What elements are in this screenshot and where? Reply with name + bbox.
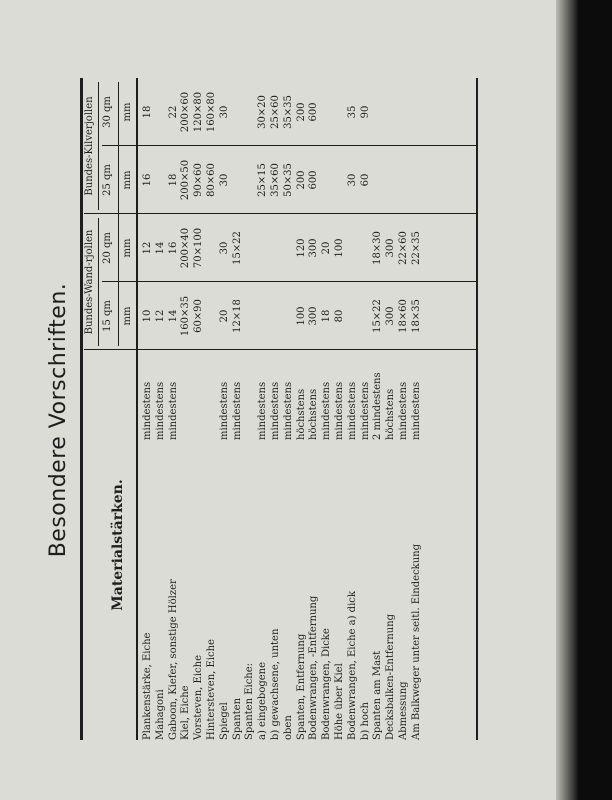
row-qualifier: mindestens xyxy=(410,381,422,440)
table-row xyxy=(347,78,360,740)
value-cell: 10 xyxy=(142,309,153,323)
unit-rule xyxy=(136,78,138,740)
row-qualifier: mindestens xyxy=(218,381,230,440)
page-edge-shadow xyxy=(556,0,578,800)
row-qualifier: höchstens xyxy=(295,388,307,440)
value-cell: 18 xyxy=(167,173,179,187)
row-label: Spanten am Mast xyxy=(372,650,384,740)
value-cell: 35×60 xyxy=(269,163,281,197)
row-qualifier: höchstens xyxy=(308,388,320,440)
row-label: Hintersteven, Eiche xyxy=(205,639,217,740)
value-cell: 18×60 xyxy=(397,299,409,333)
value-cell: 200×60 xyxy=(180,91,192,133)
group-header-kielverjollen: Bundes-Kilverjollen xyxy=(84,96,95,196)
table-row xyxy=(232,78,245,740)
value-cell: 80×60 xyxy=(205,163,217,197)
value-cell: 15×22 xyxy=(231,231,243,265)
value-cell: 60×90 xyxy=(193,299,205,333)
col-header-20qm: 20 qm xyxy=(102,232,113,264)
col-header-25qm: 25 qm xyxy=(102,164,113,196)
value-cell: 22 xyxy=(167,105,179,119)
row-label: Gaboon, Kiefer, sonstige Hölzer xyxy=(167,579,179,740)
value-cell: 300 xyxy=(308,306,320,326)
value-cell: 300 xyxy=(385,306,397,326)
value-cell: 200×40 xyxy=(180,227,192,269)
table-row xyxy=(219,78,232,740)
row-label: Vorsteven, Eiche xyxy=(193,655,205,740)
row-qualifier: mindestens xyxy=(257,381,269,440)
row-qualifier: mindestens xyxy=(231,381,243,440)
row-label: Bodenwrangen, -Entfernung xyxy=(308,595,320,740)
value-cell: 14 xyxy=(154,241,166,255)
value-cell: 100 xyxy=(295,306,307,326)
top-rule xyxy=(80,78,83,740)
table-row xyxy=(334,78,347,740)
row-label: Decksbalken-Entfernung xyxy=(385,614,397,740)
bottom-rule xyxy=(476,78,478,740)
row-qualifier: mindestens xyxy=(321,381,333,440)
table-row xyxy=(257,78,270,740)
value-cell: 70×100 xyxy=(193,227,205,269)
header-rule xyxy=(118,82,119,346)
value-cell: 30 xyxy=(218,173,230,187)
row-label: Spiegel xyxy=(218,702,230,740)
row-qualifier: mindestens xyxy=(269,381,281,440)
value-cell: 25×60 xyxy=(269,95,281,129)
table-row xyxy=(270,78,283,740)
col-header-30qm: 30 qm xyxy=(102,96,113,128)
value-cell: 300 xyxy=(308,238,320,258)
table-row xyxy=(360,78,373,740)
group-rule-2 xyxy=(98,82,99,210)
col-header-15qm: 15 qm xyxy=(102,300,113,332)
row-qualifier: mindestens xyxy=(282,381,294,440)
value-cell: 80 xyxy=(333,309,345,323)
row-label: b) gewachsene, unten xyxy=(269,628,281,740)
value-cell: 30 xyxy=(218,241,230,255)
row-label: a) eingebogene xyxy=(257,661,269,740)
value-cell: 16 xyxy=(142,173,153,187)
value-cell: 600 xyxy=(308,102,320,122)
value-cell: 200 xyxy=(295,170,307,190)
value-cell: 12 xyxy=(142,241,153,255)
row-qualifier: 2 mindestens xyxy=(372,372,384,440)
value-cell: 30 xyxy=(218,105,230,119)
value-cell: 14 xyxy=(167,309,179,323)
table-row xyxy=(308,78,321,740)
value-cell: 30 xyxy=(346,173,358,187)
value-cell: 18×35 xyxy=(410,299,422,333)
value-cell: 12 xyxy=(154,309,166,323)
value-cell: 20 xyxy=(321,241,333,255)
row-qualifier: mindestens xyxy=(142,381,153,440)
value-cell: 160×80 xyxy=(205,91,217,133)
table-row xyxy=(283,78,296,740)
table-row xyxy=(372,78,385,740)
group-header-wandrjollen: Bundes-Wand-rjollen xyxy=(84,229,95,335)
value-cell: 160×35 xyxy=(180,295,192,337)
value-cell: 12×18 xyxy=(231,299,243,333)
value-cell: 25×15 xyxy=(257,163,269,197)
table-row xyxy=(206,78,219,740)
row-label: Spanten, Entfernung xyxy=(295,633,307,740)
row-qualifier: mindestens xyxy=(167,381,179,440)
value-cell: 30×20 xyxy=(257,95,269,129)
row-label: Abmessung xyxy=(397,681,409,740)
row-label: Spanten xyxy=(231,697,243,740)
table-row xyxy=(193,78,206,740)
page-title: Besondere Vorschriften. xyxy=(46,282,71,558)
material-table xyxy=(142,78,424,740)
table-row xyxy=(398,78,411,740)
unit-15qm: mm xyxy=(122,306,133,326)
value-cell: 20 xyxy=(218,309,230,323)
rotated-table-region xyxy=(46,70,496,770)
section-subtitle: Materialstärken. xyxy=(110,479,126,611)
table-row xyxy=(411,78,424,740)
value-cell: 35×35 xyxy=(282,95,294,129)
value-cell: 90 xyxy=(359,105,371,119)
value-cell: 22×35 xyxy=(410,231,422,265)
group-rule-1 xyxy=(98,218,99,346)
row-qualifier: höchstens xyxy=(385,388,397,440)
value-cell: 300 xyxy=(385,238,397,258)
table-row xyxy=(244,78,257,740)
value-cell: 18×30 xyxy=(372,231,384,265)
value-cell: 35 xyxy=(346,105,358,119)
row-label: Bodenwrangen, Eiche a) dick xyxy=(346,591,358,740)
value-cell: 18 xyxy=(142,105,153,119)
value-cell: 50×35 xyxy=(282,163,294,197)
value-cell: 16 xyxy=(167,241,179,255)
row-label: oben xyxy=(282,715,294,740)
row-qualifier: mindestens xyxy=(154,381,166,440)
row-qualifier: mindestens xyxy=(333,381,345,440)
row-label: Bodenwrangen, Dicke xyxy=(321,628,333,740)
value-cell: 600 xyxy=(308,170,320,190)
row-label: Am Balkweger unter seitl. Eindeckung xyxy=(410,543,422,740)
row-label: Höhe über Kiel xyxy=(333,663,345,740)
value-cell: 200 xyxy=(295,102,307,122)
table-row xyxy=(168,78,181,740)
row-label: Mahagoni xyxy=(154,689,166,740)
row-label: Kiel, Eiche xyxy=(180,685,192,740)
value-cell: 18 xyxy=(321,309,333,323)
row-qualifier: mindestens xyxy=(397,381,409,440)
unit-25qm: mm xyxy=(122,170,133,190)
table-row xyxy=(385,78,398,740)
row-label: Spanten Eiche: xyxy=(244,662,256,740)
value-cell: 60 xyxy=(359,173,371,187)
value-cell: 15×22 xyxy=(372,299,384,333)
value-cell: 200×50 xyxy=(180,159,192,201)
table-row xyxy=(296,78,309,740)
value-cell: 90×60 xyxy=(193,163,205,197)
row-qualifier: mindestens xyxy=(359,381,371,440)
row-qualifier: mindestens xyxy=(346,381,358,440)
table-row xyxy=(321,78,334,740)
value-cell: 22×60 xyxy=(397,231,409,265)
value-cell: 120 xyxy=(295,238,307,258)
table-row xyxy=(180,78,193,740)
value-cell: 100 xyxy=(333,238,345,258)
row-label: b) hoch xyxy=(359,702,371,740)
value-cell: 120×80 xyxy=(193,91,205,133)
unit-20qm: mm xyxy=(122,238,133,258)
table-row xyxy=(155,78,168,740)
unit-30qm: mm xyxy=(122,102,133,122)
table-row xyxy=(142,78,155,740)
row-label: Plankenstärke, Eiche xyxy=(142,632,153,740)
